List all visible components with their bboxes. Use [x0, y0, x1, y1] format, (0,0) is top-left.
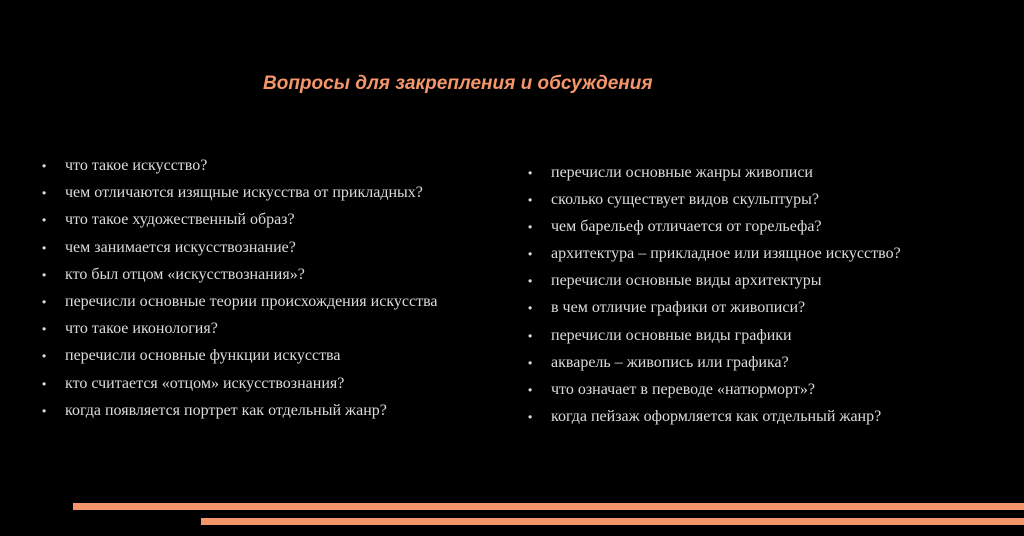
question-item: • что такое искусство? — [42, 157, 438, 175]
question-item: • чем занимается искусствознание? — [42, 239, 438, 257]
question-item: • когда появляется портрет как отдельный жанр? — [42, 402, 438, 420]
question-item: • перечисли основные функции искусства — [42, 347, 438, 365]
question-item: • когда пейзаж оформляется как отдельный жанр? — [528, 408, 901, 426]
question-item: • кто считается «отцом» искусствознания? — [42, 375, 438, 393]
question-item: • перечисли основные жанры живописи — [528, 164, 901, 182]
question-item: • чем барельеф отличается от горельефа? — [528, 218, 901, 236]
question-item: • кто был отцом «искусствознания»? — [42, 266, 438, 284]
question-item: • в чем отличие графики от живописи? — [528, 299, 901, 317]
slide-title: Вопросы для закрепления и обсуждения — [263, 73, 653, 94]
right-question-list — [528, 164, 901, 435]
question-item: • перечисли основные теории происхождения искусства — [42, 293, 438, 311]
decorative-bar-upper — [73, 503, 1024, 510]
question-item: • акварель – живопись или графика? — [528, 354, 901, 372]
question-item: • что такое иконология? — [42, 320, 438, 338]
question-item: • архитектура – прикладное или изящное искусство? — [528, 245, 901, 263]
question-item: • перечисли основные виды графики — [528, 327, 901, 345]
question-item: • перечисли основные виды архитектуры — [528, 272, 901, 290]
question-item: • сколько существует видов скульптуры? — [528, 191, 901, 209]
question-item: • чем отличаются изящные искусства от прикладных? — [42, 184, 438, 202]
question-item: • что означает в переводе «натюрморт»? — [528, 381, 901, 399]
question-item: • что такое художественный образ? — [42, 211, 438, 229]
left-question-list — [42, 157, 438, 429]
decorative-bar-lower — [201, 518, 1024, 525]
